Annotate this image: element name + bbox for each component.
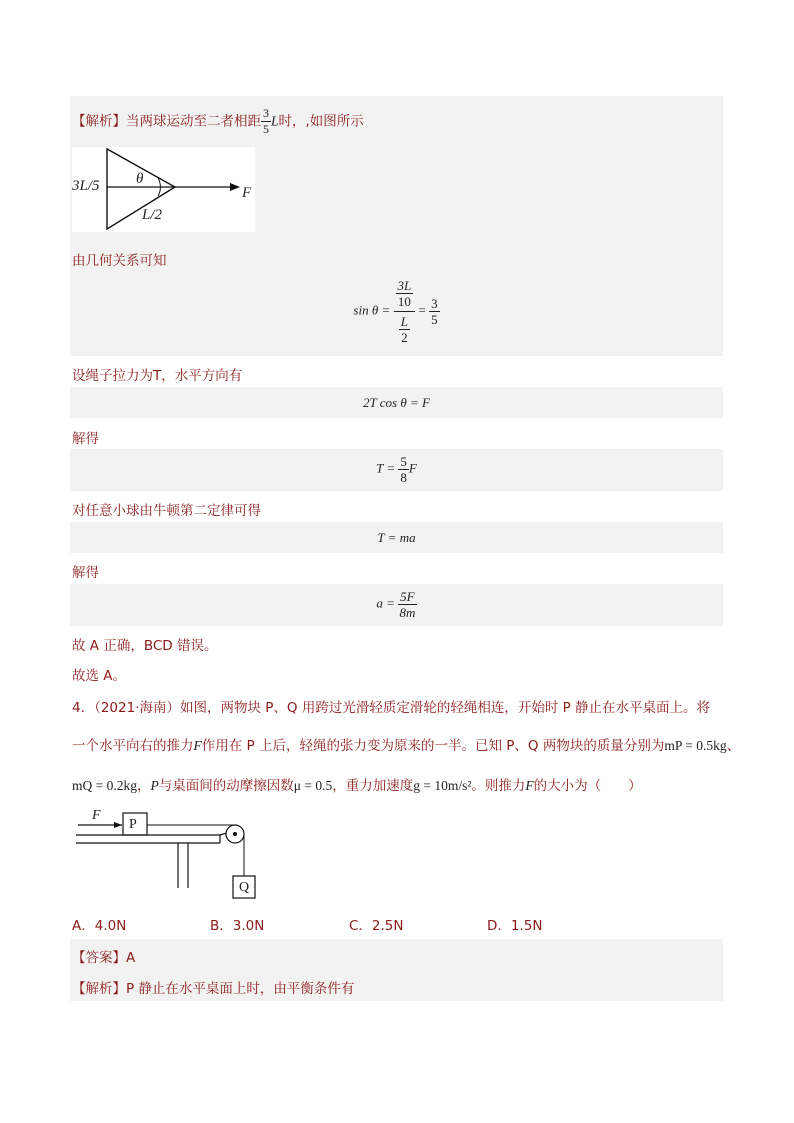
answer-value: A <box>126 950 136 966</box>
label-3L5: 3L/5 <box>72 178 100 194</box>
pulley-label-F: F <box>92 808 101 823</box>
solution-intro: 【解析】当两球运动至二者相距 $\frac{3}{5}$ L时，,如图所示 <box>72 106 364 136</box>
a-equation: a = $\frac{5F}{8m}$ <box>376 589 416 620</box>
option-D: D．1.5N <box>487 918 543 934</box>
problem4-line2: 一个水平向右的推力F作用在 P 上后，轻绳的张力变为原来的一半。已知 P、Q 两物块的质量分别为mP = 0.5kg、 <box>72 738 741 754</box>
block-P-label: P <box>129 817 137 832</box>
answer-tag: 【答案】 <box>72 950 126 966</box>
T-equation: T = $\frac{5}{8}$ F <box>376 454 417 485</box>
sin-theta-equation: sin θ = $\frac{\frac{3L}{10}}{\frac{L}{2}}$ = $\frac{3}{5}$ <box>353 278 438 345</box>
fraction-3-5: $\frac{3}{5}$ <box>263 106 269 136</box>
block-Q-label: Q <box>239 880 250 895</box>
problem4-line1: 4．（2021·海南）如图，两物块 P、Q 用跨过光滑轻质定滑轮的轻绳相连，开始时 P 静止在水平桌面上。将 <box>72 700 711 716</box>
option-B: B．3.0N <box>210 918 265 934</box>
problem4-line3: mQ = 0.2kg，P与桌面间的动摩擦因数μ = 0.5，重力加速度g = 10m/s²。则推力F的大小为（ ） <box>72 778 642 794</box>
label-L2: L/2 <box>142 207 163 223</box>
compound-fraction: $\frac{\frac{3L}{10}}{\frac{L}{2}}$ <box>394 278 416 345</box>
label-F: F <box>242 185 252 201</box>
answer-band <box>70 939 723 970</box>
solve-text-2: 解得 <box>72 565 99 581</box>
option-A: A．4.0N <box>72 918 127 934</box>
choose-text: 故选 A。 <box>72 668 127 684</box>
option-C: C．2.5N <box>349 918 404 934</box>
Tma-equation: T = ma <box>377 530 416 545</box>
label-theta: θ <box>136 171 144 187</box>
solve-text-1: 解得 <box>72 431 99 447</box>
horizontal-equation: 2T cos θ = F <box>363 395 430 410</box>
conclusion-text: 故 A 正确，BCD 错误。 <box>72 638 218 654</box>
triangle-figure <box>72 147 255 232</box>
geometry-text: 由几何关系可知 <box>72 253 167 269</box>
analysis-tag-2: 【解析】 <box>72 981 126 997</box>
newton-text: 对任意小球由牛顿第二定律可得 <box>72 503 261 519</box>
pulley-figure <box>72 806 262 902</box>
tension-text: 设绳子拉力为T，水平方向有 <box>72 368 243 384</box>
answer-line <box>72 946 135 966</box>
solution2-line: 【解析】P 静止在水平桌面上时，由平衡条件有 <box>72 981 355 997</box>
analysis-tag: 【解析】 <box>72 113 126 130</box>
